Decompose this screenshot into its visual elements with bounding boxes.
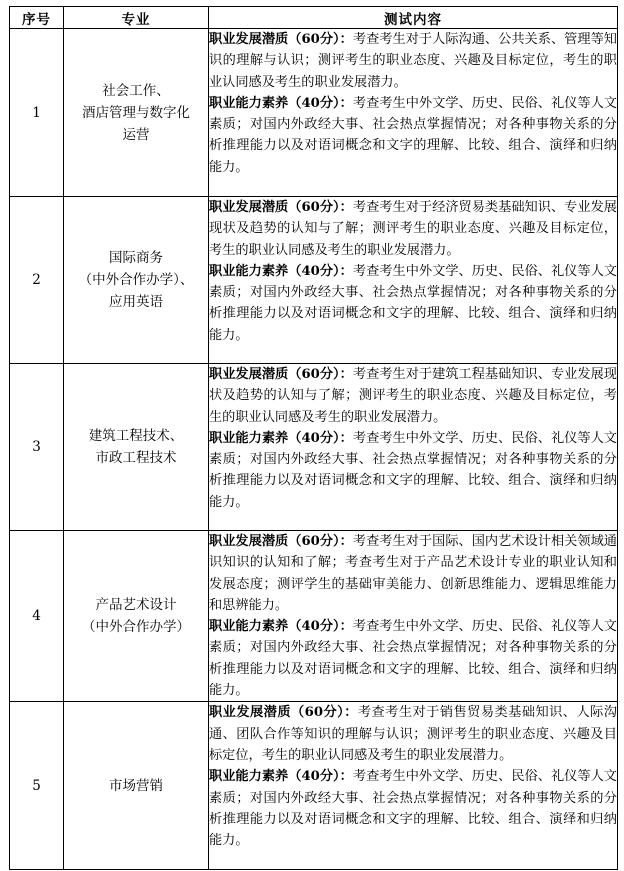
career-ability-paragraph [209, 428, 617, 513]
major-name-line: 产品艺术设计 [95, 597, 177, 614]
career-potential-label: 职业发展潜质（60分）： [209, 200, 353, 215]
major-name-line: 运营 [122, 126, 150, 143]
table-row [10, 531, 618, 702]
major-name-line: （中外合作办学）、 [78, 272, 194, 288]
header-serial-number: 序号 [10, 7, 64, 29]
career-ability-label: 职业能力素养（40分）： [209, 95, 353, 111]
header-major: 专业 [64, 7, 209, 29]
row-serial-number: 2 [10, 197, 64, 364]
career-ability-text: 考查考生中外文学、历史、民俗、礼仪等人文素质；对国内外政经大事、社会热点掌握情况；对各种事物关系的分析推理能力以及对语词概念和文字的理解、比较、组合、演绎和归纳能力。 [209, 769, 617, 849]
row-major [64, 531, 209, 702]
career-potential-label: 职业发展潜质（60分）： [209, 705, 358, 721]
career-ability-label: 职业能力素养（40分）： [209, 619, 353, 635]
career-potential-label: 职业发展潜质（60分）： [209, 367, 353, 382]
row-serial-number: 3 [10, 364, 64, 531]
row-major [64, 29, 209, 197]
career-potential-text: 考查考生对于建筑工程基础知识、专业发展现状及趋势的认知与了解；测评考生的职业态度、兴趣及目标定位，考生的职业认同感及考生的职业发展潜力。 [209, 367, 617, 425]
major-name-line: （中外合作办学） [82, 619, 190, 636]
career-ability-paragraph [209, 616, 617, 701]
career-potential-paragraph [209, 702, 617, 766]
career-ability-label: 职业能力素养（40分）： [209, 769, 353, 785]
career-ability-text: 考查考生中外文学、历史、民俗、礼仪等人文素质；对国内外政经大事、社会热点掌握情况；对各种事物关系的分析推理能力以及对语词概念和文字的理解、比较、组合、演绎和归纳能力。 [209, 430, 617, 510]
row-major [64, 702, 209, 870]
career-potential-text: 考查考生对于经济贸易类基础知识、专业发展现状及趋势的认知与了解；测评考生的职业态度、兴趣及目标定位，考生的职业认同感及考生的职业发展潜力。 [209, 200, 617, 258]
row-serial-number: 5 [10, 702, 64, 870]
career-potential-paragraph [209, 29, 617, 93]
career-potential-paragraph [209, 364, 617, 428]
career-potential-paragraph [209, 531, 617, 616]
table-row [10, 702, 618, 870]
header-row [10, 7, 618, 29]
career-potential-paragraph [209, 197, 617, 261]
career-potential-text: 考查考生对于销售贸易类基础知识、人际沟通、团队合作等知识的理解与认识；测评考生的职业态度、兴趣及目标定位，考生的职业认同感及考生的职业发展潜力。 [209, 705, 617, 763]
row-major [64, 197, 209, 364]
career-ability-text: 考查考生中外文学、历史、民俗、礼仪等人文素质；对国内外政经大事、社会热点掌握情况；对各种事物关系的分析推理能力以及对语词概念和文字的理解、比较、组合、演绎和归纳能力。 [209, 619, 617, 699]
career-ability-label: 职业能力素养（40分）： [209, 430, 353, 446]
career-potential-label: 职业发展潜质（60分）： [209, 32, 353, 47]
row-major [64, 364, 209, 531]
table-row [10, 29, 618, 197]
major-name-line: 社会工作、 [102, 82, 170, 99]
table-body [10, 29, 618, 870]
career-ability-text: 考查考生中外文学、历史、民俗、礼仪等人文素质；对国内外政经大事、社会热点掌握情况；对各种事物关系的分析推理能力以及对语词概念和文字的理解、比较、组合、演绎和归纳能力。 [209, 95, 617, 175]
row-test-content [209, 531, 618, 702]
major-name-line: 国际商务 [109, 250, 163, 266]
row-test-content [209, 702, 618, 870]
career-ability-text: 考查考生中外文学、历史、民俗、礼仪等人文素质；对国内外政经大事、社会热点掌握情况；对各种事物关系的分析推理能力以及对语词概念和文字的理解、比较、组合、演绎和归纳能力。 [209, 263, 617, 343]
career-potential-label: 职业发展潜质（60分）： [209, 534, 353, 549]
table-header [10, 7, 618, 29]
career-potential-text: 考查考生对于人际沟通、公共关系、管理等知识的理解与认识；测评考生的职业态度、兴趣及目标定位，考生的职业认同感及考生的职业发展潜力。 [209, 32, 617, 90]
career-potential-text: 考查考生对于国际、国内艺术设计相关领域通识知识的认知和了解；考查考生对于产品艺术设计专业的职业认知和发展态度；测评学生的基础审美能力、创新思维能力、逻辑思维能力和思辨能力。 [209, 534, 617, 613]
header-test-content: 测试内容 [209, 7, 618, 29]
major-name-line: 应用英语 [109, 294, 163, 310]
major-name-line: 市政工程技术 [95, 450, 177, 466]
career-ability-paragraph [209, 93, 617, 178]
row-serial-number: 4 [10, 531, 64, 702]
table-row [10, 364, 618, 531]
row-serial-number: 1 [10, 29, 64, 197]
major-name-line: 建筑工程技术、 [88, 428, 184, 444]
exam-content-table [9, 6, 618, 870]
career-ability-paragraph [209, 261, 617, 346]
major-name-line: 酒店管理与数字化 [82, 104, 190, 121]
table-row [10, 197, 618, 364]
career-ability-label: 职业能力素养（40分）： [209, 263, 353, 279]
row-test-content [209, 364, 618, 531]
career-ability-paragraph [209, 766, 617, 851]
row-test-content [209, 197, 618, 364]
row-test-content [209, 29, 618, 197]
major-name-line: 市场营销 [109, 777, 163, 794]
